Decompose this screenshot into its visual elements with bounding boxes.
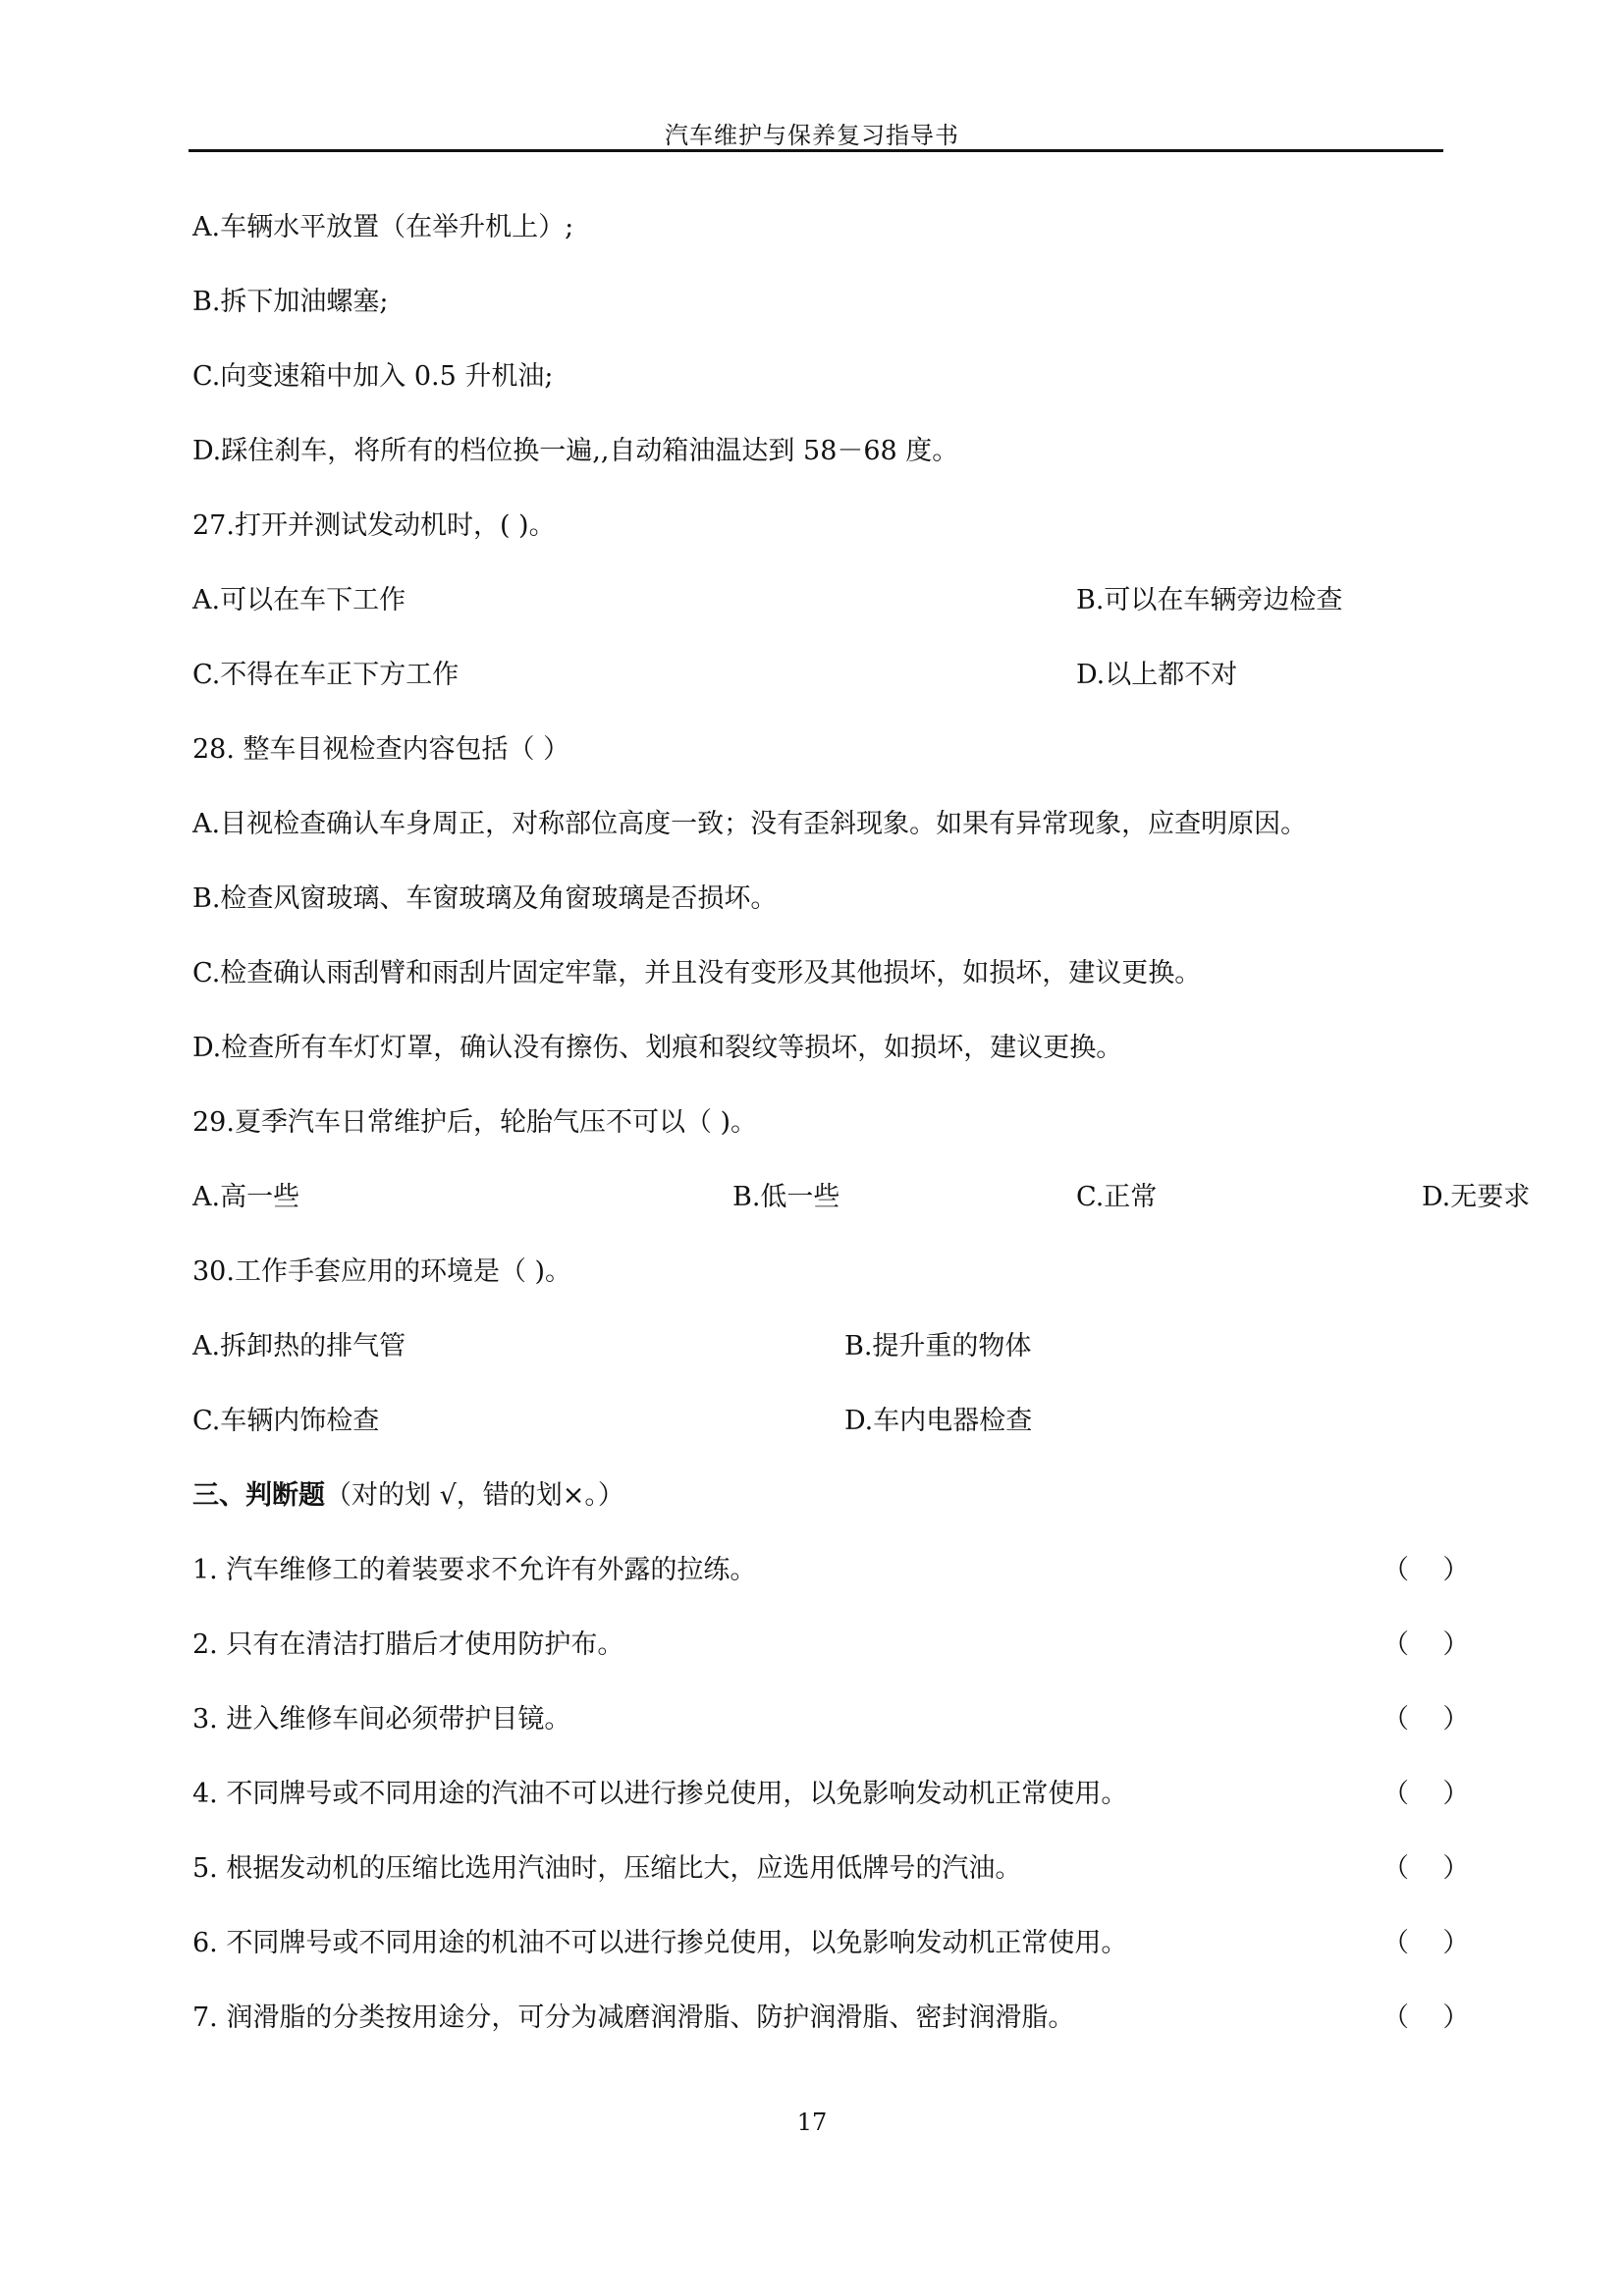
option-c: C.车辆内饰检查 xyxy=(192,1406,380,1436)
question-27-stem: 27.打开并测试发动机时，( )。 xyxy=(192,510,556,541)
section-title: 三、判断题 xyxy=(192,1480,325,1511)
true-false-item: 3. 进入维修车间必须带护目镜。 xyxy=(192,1704,571,1735)
option-d: D.踩住刹车，将所有的档位换一遍,,自动箱油温达到 58－68 度。 xyxy=(192,436,959,466)
option-b: B.可以在车辆旁边检查 xyxy=(1076,585,1343,615)
running-header: 汽车维护与保养复习指导书 xyxy=(665,122,959,149)
section-instructions: （对的划 √，错的划×。） xyxy=(325,1480,624,1511)
option-b: B.提升重的物体 xyxy=(844,1331,1032,1362)
answer-bracket: （ ） xyxy=(1382,2002,1470,2033)
option-a: A.可以在车下工作 xyxy=(192,585,406,615)
option-a: A.车辆水平放置（在举升机上）; xyxy=(192,212,574,242)
option-c: C.检查确认雨刮臂和雨刮片固定牢靠，并且没有变形及其他损坏，如损坏，建议更换。 xyxy=(192,958,1202,988)
answer-bracket: （ ） xyxy=(1382,1853,1470,1884)
answer-bracket: （ ） xyxy=(1382,1704,1470,1735)
answer-bracket: （ ） xyxy=(1382,1629,1470,1660)
question-30-stem: 30.工作手套应用的环境是（ )。 xyxy=(192,1256,572,1287)
option-d: D.以上都不对 xyxy=(1076,660,1238,690)
true-false-item: 1. 汽车维修工的着装要求不允许有外露的拉练。 xyxy=(192,1555,757,1585)
true-false-item: 7. 润滑脂的分类按用途分，可分为减磨润滑脂、防护润滑脂、密封润滑脂。 xyxy=(192,2002,1075,2033)
question-27-options-row-1 xyxy=(192,581,1343,620)
option-c: C.向变速箱中加入 0.5 升机油; xyxy=(192,361,554,392)
option-b: B.检查风窗玻璃、车窗玻璃及角窗玻璃是否损坏。 xyxy=(192,883,778,914)
question-29-options-row xyxy=(192,1178,1531,1217)
option-c: C.不得在车正下方工作 xyxy=(192,660,460,690)
option-a: A.目视检查确认车身周正，对称部位高度一致；没有歪斜现象。如果有异常现象，应查明原因。 xyxy=(192,809,1308,839)
true-false-item: 5. 根据发动机的压缩比选用汽油时，压缩比大，应选用低牌号的汽油。 xyxy=(192,1853,1022,1884)
option-b: B.拆下加油螺塞; xyxy=(192,287,389,317)
page-number: 17 xyxy=(796,2109,828,2136)
answer-bracket: （ ） xyxy=(1382,1928,1470,1958)
answer-bracket: （ ） xyxy=(1382,1555,1470,1585)
question-29-stem: 29.夏季汽车日常维护后，轮胎气压不可以（ )。 xyxy=(192,1107,758,1138)
true-false-item: 6. 不同牌号或不同用途的机油不可以进行掺兑使用，以免影响发动机正常使用。 xyxy=(192,1928,1128,1958)
option-d: D.车内电器检查 xyxy=(844,1406,1033,1436)
true-false-item: 2. 只有在清洁打腊后才使用防护布。 xyxy=(192,1629,624,1660)
question-30-options-row-2 xyxy=(192,1402,1033,1441)
answer-bracket: （ ） xyxy=(1382,1779,1470,1809)
question-30-options-row-1 xyxy=(192,1327,1032,1366)
option-a: A.拆卸热的排气管 xyxy=(192,1331,406,1362)
header-divider xyxy=(189,149,1443,152)
question-27-options-row-2 xyxy=(192,656,1238,695)
option-d: D.检查所有车灯灯罩，确认没有擦伤、划痕和裂纹等损坏，如损坏，建议更换。 xyxy=(192,1033,1123,1063)
option-b: B.低一些 xyxy=(732,1182,840,1212)
section-heading xyxy=(192,1476,624,1516)
true-false-item: 4. 不同牌号或不同用途的汽油不可以进行掺兑使用，以免影响发动机正常使用。 xyxy=(192,1779,1128,1809)
option-c: C.正常 xyxy=(1076,1182,1158,1212)
question-28-stem: 28. 整车目视检查内容包括（ ） xyxy=(192,734,570,765)
option-d: D.无要求 xyxy=(1422,1182,1531,1212)
option-a: A.高一些 xyxy=(192,1182,300,1212)
